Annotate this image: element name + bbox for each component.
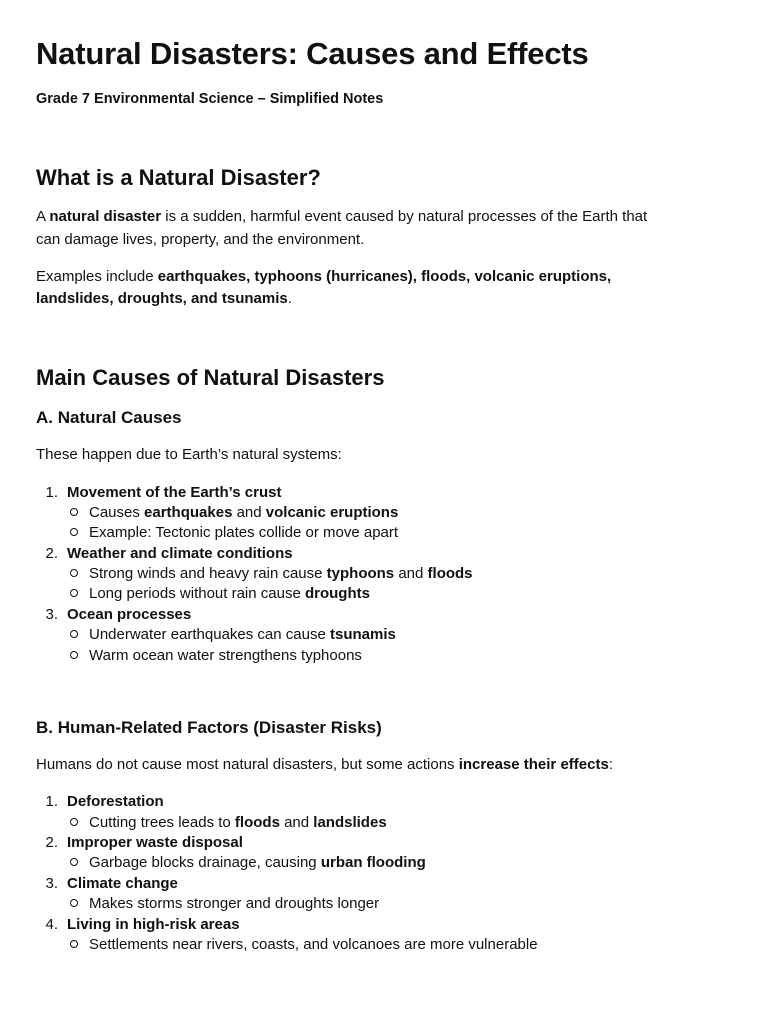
natural-causes-intro: These happen due to Earth’s natural systems: <box>36 446 342 463</box>
sub-list-item: Cutting trees leads to floods and landslides <box>70 814 387 831</box>
list-item: 4. Living in high-risk areas <box>45 916 240 933</box>
definition-paragraph-line2: can damage lives, property, and the environment. <box>36 231 365 248</box>
page-title: Natural Disasters: Causes and Effects <box>36 36 589 71</box>
subsection-heading-human-factors: B. Human-Related Factors (Disaster Risks) <box>36 718 382 737</box>
examples-paragraph-line1: Examples include earthquakes, typhoons (hurricanes), floods, volcanic eruptions, <box>36 268 612 285</box>
sub-list-item: Long periods without rain cause droughts <box>70 585 370 602</box>
definition-paragraph-line1: A natural disaster is a sudden, harmful event caused by natural processes of the Earth that <box>36 208 648 225</box>
list-item: 1. Deforestation <box>45 793 164 810</box>
list-item: 2. Weather and climate conditions <box>45 545 293 562</box>
sub-list-item: Settlements near rivers, coasts, and volcanoes are more vulnerable <box>70 936 538 953</box>
sub-list-item: Causes earthquakes and volcanic eruptions <box>70 504 398 521</box>
bullet-icon <box>70 508 78 516</box>
section-heading-what-is: What is a Natural Disaster? <box>36 165 321 190</box>
sub-list-item: Makes storms stronger and droughts longer <box>70 895 379 912</box>
sub-list-item: Underwater earthquakes can cause tsunamis <box>70 626 396 643</box>
bullet-icon <box>70 940 78 948</box>
sub-list-item: Warm ocean water strengthens typhoons <box>70 647 362 664</box>
bullet-icon <box>70 589 78 597</box>
page-subtitle: Grade 7 Environmental Science – Simplified Notes <box>36 91 384 107</box>
list-item: 2. Improper waste disposal <box>45 834 243 851</box>
sub-list-item: Example: Tectonic plates collide or move apart <box>70 524 398 541</box>
bullet-icon <box>70 528 78 536</box>
list-item: 1. Movement of the Earth’s crust <box>45 484 282 501</box>
bullet-icon <box>70 569 78 577</box>
bullet-icon <box>70 630 78 638</box>
bullet-icon <box>70 651 78 659</box>
section-heading-main-causes: Main Causes of Natural Disasters <box>36 365 385 390</box>
examples-paragraph-line2: landslides, droughts, and tsunamis. <box>36 290 292 307</box>
subsection-heading-natural-causes: A. Natural Causes <box>36 408 182 427</box>
bullet-icon <box>70 899 78 907</box>
bullet-icon <box>70 858 78 866</box>
bullet-icon <box>70 818 78 826</box>
list-item: 3. Climate change <box>45 875 178 892</box>
list-item: 3. Ocean processes <box>45 606 192 623</box>
human-factors-intro: Humans do not cause most natural disasters, but some actions increase their effects: <box>36 756 613 773</box>
sub-list-item: Strong winds and heavy rain cause typhoons and floods <box>70 565 473 582</box>
sub-list-item: Garbage blocks drainage, causing urban flooding <box>70 854 426 871</box>
